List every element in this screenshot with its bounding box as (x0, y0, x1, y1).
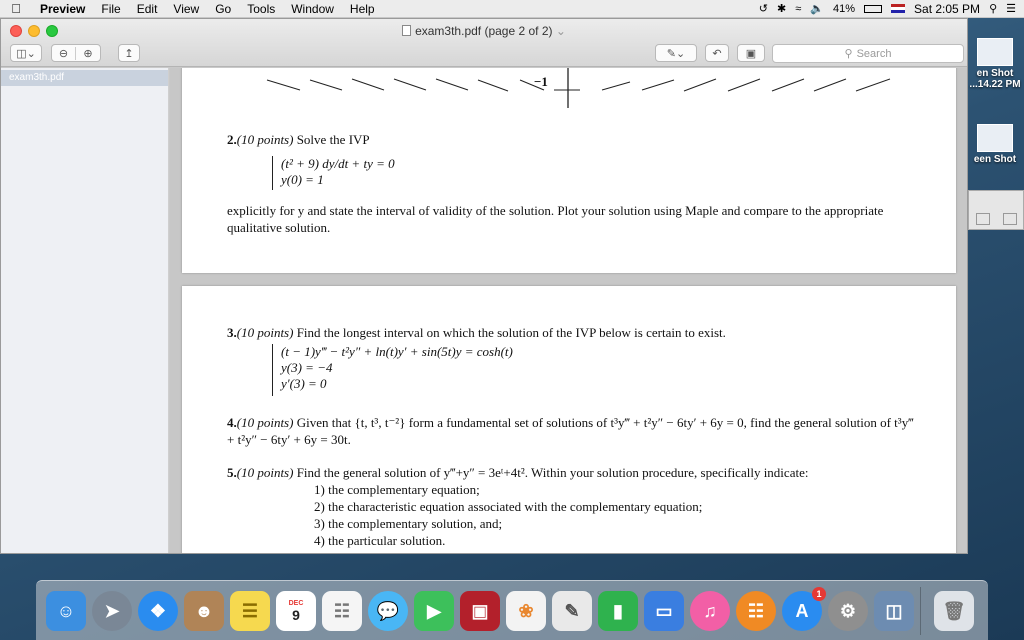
problem-2-equation: (t² + 9) dy/dt + ty = 0 (281, 156, 395, 171)
time-machine-icon[interactable]: ↺ (758, 3, 769, 15)
search-placeholder: Search (856, 47, 892, 60)
search-icon: ⚲ (844, 48, 853, 60)
zoom-buttons (51, 44, 101, 62)
axis-tick-label: −1 (534, 74, 548, 89)
zoom-in-icon[interactable]: ⊕ (83, 47, 93, 60)
finder-icon[interactable]: ☺ (46, 591, 86, 631)
problem-2-prompt: Solve the IVP (293, 132, 370, 147)
window-fragment-button[interactable] (1003, 213, 1017, 225)
problem-4-text: Given that {t, t³, t⁻²} form a fundamental set of solutions of t³y‴ + t²y″ − 6ty′ + 6y = 0, find the general solution of t³y‴ + t²y″ − 6ty′ + 6y = 30t. (227, 415, 914, 447)
toolbox-button[interactable] (737, 44, 765, 62)
calendar-icon[interactable] (276, 591, 316, 631)
share-button[interactable] (118, 44, 140, 62)
desktop-file-name: een Shot (973, 154, 1017, 165)
problem-5-item: 1) the complementary equation; (314, 482, 480, 497)
battery-icon[interactable] (864, 5, 882, 13)
facetime-icon[interactable]: ▶ (414, 591, 454, 631)
problem-3-prompt: Find the longest interval on which the solution of the IVP below is certain to exist. (293, 325, 726, 340)
problem-5-item: 3) the complementary solution, and; (314, 516, 503, 531)
search-field[interactable] (772, 44, 964, 63)
safari-icon[interactable]: ❖ (138, 591, 178, 631)
dock (36, 580, 988, 640)
keynote-icon[interactable]: ▭ (644, 591, 684, 631)
calendar-month: DEC (288, 599, 304, 607)
status-area (759, 2, 1024, 16)
dock-divider (920, 587, 921, 635)
trash-icon[interactable]: 🗑 (934, 591, 974, 631)
ibooks-icon[interactable]: ☷ (736, 591, 776, 631)
sidebar-icon: ◫⌄ (16, 47, 36, 60)
launchpad-icon[interactable]: ➤ (92, 591, 132, 631)
menu-view[interactable]: View (173, 1, 200, 16)
menu-tools[interactable]: Tools (247, 1, 276, 16)
chevron-down-icon[interactable]: ⌄ (555, 24, 566, 38)
window-title-text: exam3th.pdf (page 2 of 2) (415, 24, 553, 38)
textedit-icon[interactable]: ✎ (552, 591, 592, 631)
problem-3-number: 3. (227, 325, 237, 340)
problem-5-text: Find the general solution of y‴+y″ = 3eᵗ+4t². Within your solution procedure, specifically indicate: (293, 465, 809, 480)
window-title[interactable] (1, 24, 967, 38)
rotate-icon: ↶ (712, 47, 722, 60)
problem-5-item: 2) the characteristic equation associated with the complementary equation; (314, 499, 703, 514)
preview-app-icon[interactable]: ◫ (874, 591, 914, 631)
app-store-icon[interactable]: A 1 (782, 591, 822, 631)
title-bar (1, 19, 967, 67)
toolbox-icon: ▣ (745, 47, 757, 60)
menu-help[interactable]: Help (349, 1, 375, 16)
notes-icon[interactable]: ☰ (230, 591, 270, 631)
wifi-icon[interactable]: ≈ (795, 2, 802, 15)
contacts-icon[interactable]: ☻ (184, 591, 224, 631)
problem-5-item: 4) the particular solution. (314, 533, 446, 548)
screenshot-thumbnail (977, 38, 1013, 66)
problem-5-number: 5. (227, 465, 237, 480)
clock[interactable]: Sat 2:05 PM (914, 1, 981, 16)
desktop-file-time: ...14.22 PM (969, 79, 1021, 90)
problem-2 (227, 131, 917, 148)
problem-4-points: (10 points) (236, 415, 294, 430)
problem-3 (227, 324, 917, 341)
preview-window (0, 18, 968, 554)
menu-window[interactable]: Window (291, 1, 334, 16)
screenshot-thumbnail (977, 124, 1013, 152)
input-source-flag-icon[interactable] (891, 4, 905, 13)
problem-3-points: (10 points) (236, 325, 294, 340)
problem-2-number: 2. (227, 132, 237, 147)
problem-5 (227, 464, 917, 481)
calendar-day: 9 (292, 606, 300, 623)
volume-icon[interactable]: 🔈 (810, 3, 824, 15)
problem-5-list (314, 481, 914, 549)
menu-bar (0, 0, 1024, 18)
problem-3-equation: (t − 1)y‴ − t²y″ + ln(t)y′ + sin(5t)y = cosh(t) (281, 344, 513, 359)
zoom-out-icon[interactable]: ⊖ (52, 47, 76, 60)
desktop-screenshot-file-2[interactable] (966, 124, 1024, 165)
pdf-page-1 (182, 68, 956, 273)
sidebar-item-exam3th[interactable]: exam3th.pdf (1, 70, 168, 86)
battery-percent[interactable]: 41% (832, 2, 856, 15)
notification-center-icon[interactable]: ☰ (1006, 3, 1016, 15)
problem-3-initial-condition-2: y′(3) = 0 (281, 376, 327, 391)
pdf-page-2 (182, 286, 956, 554)
system-preferences-icon[interactable]: ⚙ (828, 591, 868, 631)
markup-button[interactable] (655, 44, 697, 62)
window-fragment-button[interactable] (976, 213, 990, 225)
photos-icon[interactable]: ❀ (506, 591, 546, 631)
desktop-screenshot-file-1[interactable] (966, 38, 1024, 90)
pen-icon: ✎⌄ (666, 47, 686, 60)
background-window-fragment (968, 190, 1024, 230)
photo-booth-icon[interactable]: ▣ (460, 591, 500, 631)
messages-icon[interactable]: 💬 (368, 591, 408, 631)
problem-2-instructions: explicitly for y and state the interval of validity of the solution. Plot your solution using Maple and compare to the appropriate qualitative solution. (227, 203, 884, 235)
document-view[interactable] (170, 68, 967, 554)
bluetooth-icon[interactable]: ✱ (777, 3, 787, 15)
problem-2-ivp (272, 156, 395, 190)
pdf-document-icon (402, 25, 411, 36)
menu-edit[interactable]: Edit (136, 1, 158, 16)
menu-app-name[interactable]: Preview (40, 1, 86, 16)
sidebar-view-button[interactable] (10, 44, 42, 62)
desktop-file-name: en Shot (976, 68, 1014, 79)
numbers-icon[interactable]: ▮ (598, 591, 638, 631)
share-icon: ↥ (124, 47, 134, 60)
rotate-button[interactable] (705, 44, 729, 62)
problem-3-initial-condition-1: y(3) = −4 (281, 360, 333, 375)
problem-4 (227, 414, 917, 448)
problem-5-points: (10 points) (236, 465, 294, 480)
menu-go[interactable]: Go (215, 1, 232, 16)
problem-4-number: 4. (227, 415, 237, 430)
problem-2-points: (10 points) (236, 132, 294, 147)
direction-field-plot (182, 68, 956, 108)
spotlight-icon[interactable]: ⚲ (989, 3, 998, 15)
sidebar (1, 68, 169, 554)
app-store-badge: 1 (812, 587, 826, 601)
apple-menu-icon[interactable] (0, 1, 32, 16)
problem-2-initial-condition: y(0) = 1 (281, 172, 324, 187)
reminders-icon[interactable]: ☷ (322, 591, 362, 631)
problem-3-ivp (272, 344, 513, 396)
itunes-icon[interactable]: ♫ (690, 591, 730, 631)
menu-file[interactable]: File (101, 1, 121, 16)
